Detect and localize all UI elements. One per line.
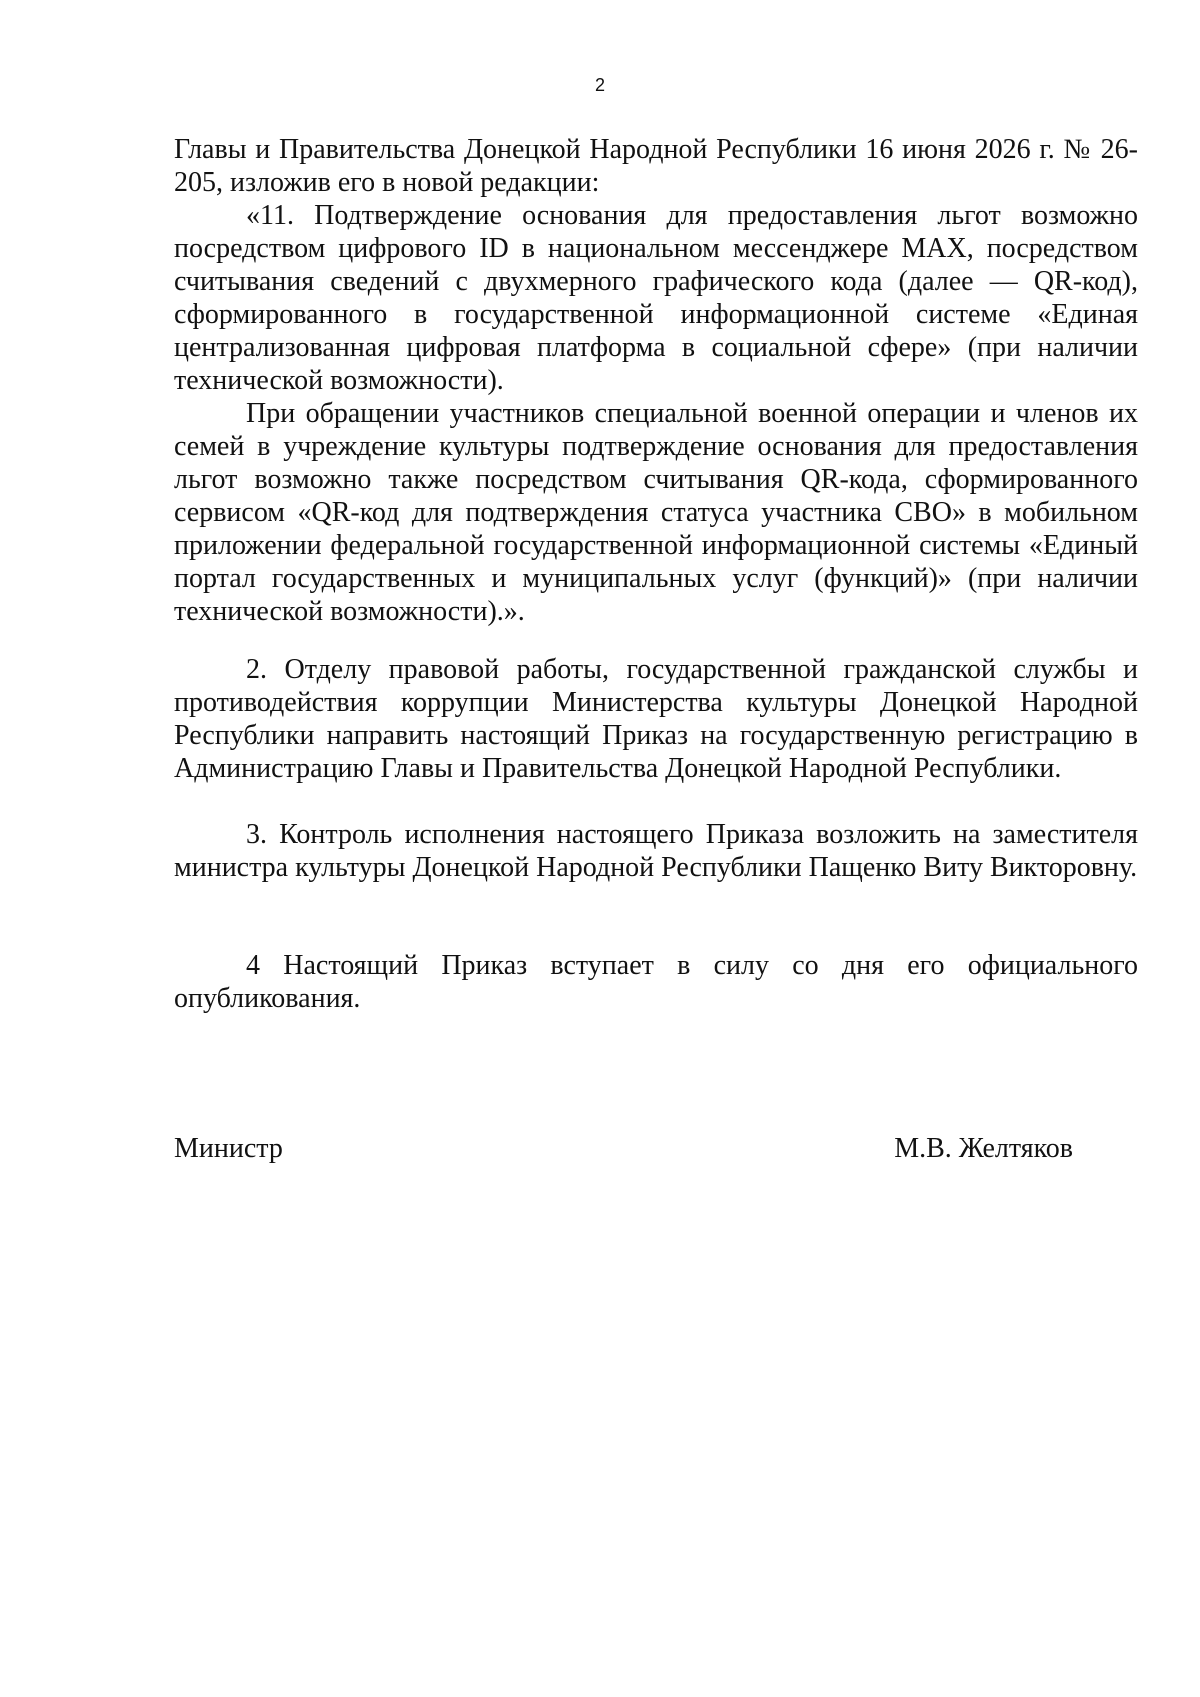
intro-paragraph: Главы и Правительства Донецкой Народной Республики 16 июня 2026 г. № 26-205, изложив его в новой редакции: [174,134,1138,198]
item-2-block [174,653,1138,785]
clause-11-paragraph: «11. Подтверждение основания для предоставления льгот возможно посредством цифрового ID в национальном мессенджере MAX, посредством считывания сведений с двухмерного графического кода (далее — QR-код), сформированного в государственной информационной системе «Единая централизованная цифровая платформа в социальной сфере» (при наличии технической возможности). [174,200,1138,396]
item-2-paragraph: 2. Отделу правовой работы, государственной гражданской службы и противодействия коррупции Министерства культуры Донецкой Народной Республики направить настоящий Приказ на государственную регистрацию в Администрацию Главы и Правительства Донецкой Народной Республики. [174,654,1138,784]
item-3-block [174,818,1138,884]
item-4-paragraph: 4 Настоящий Приказ вступает в силу со дня его официального опубликования. [174,950,1138,1014]
item-4-block [174,949,1138,1015]
intro-paragraph-block [174,133,1138,628]
svo-paragraph: При обращении участников специальной военной операции и членов их семей в учреждение культуры подтверждение основания для предоставления льгот возможно также посредством считывания QR-кода, сформированного сервисом «QR-код для подтверждения статуса участника СВО» в мобильном приложении федеральной государственной информационной системы «Единый портал государственных и муниципальных услуг (функций)» (при наличии технической возможности).». [174,398,1138,627]
page-number: 2 [594,75,605,95]
item-3-paragraph: 3. Контроль исполнения настоящего Приказа возложить на заместителя министра культуры Донецкой Народной Республики Пащенко Виту Викторовну. [174,819,1138,883]
signature-name: М.В. Желтяков [894,1133,1073,1164]
signature-title: Министр [174,1133,283,1164]
